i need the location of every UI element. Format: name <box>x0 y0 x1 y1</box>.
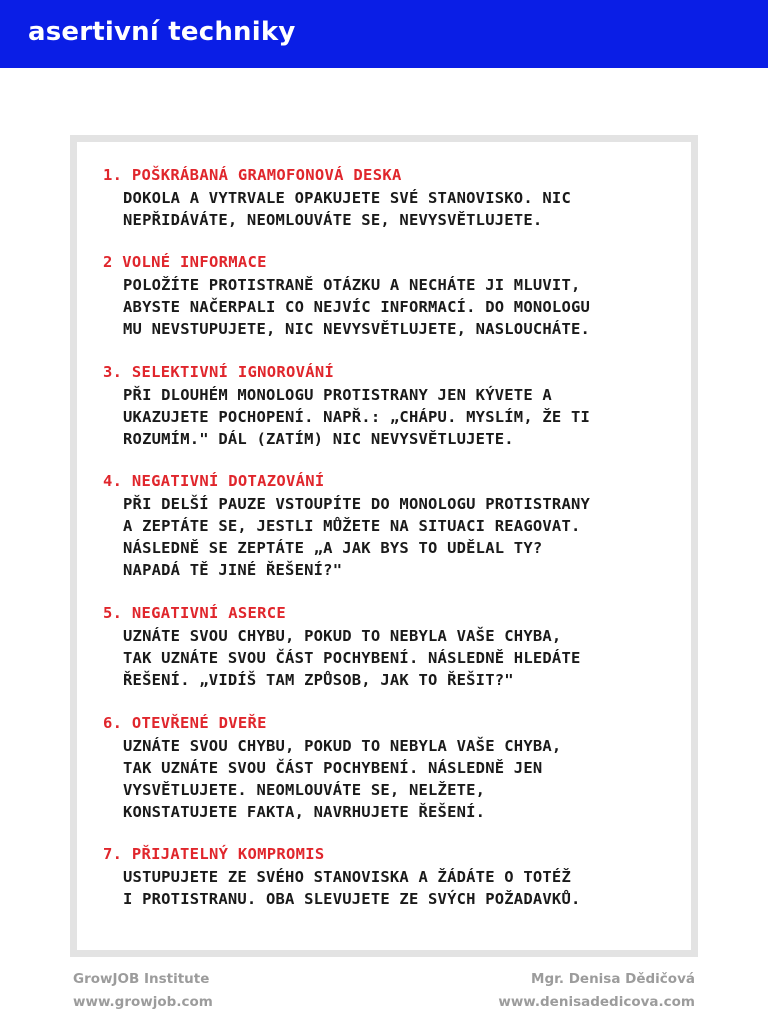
technique-title: 3. SELEKTIVNÍ IGNOROVÁNÍ <box>103 363 335 381</box>
technique-text-line: UZNÁTE SVOU CHYBU, POKUD TO NEBYLA VAŠE CHYBA, <box>123 737 562 755</box>
technique-text-line: KONSTATUJETE FAKTA, NAVRHUJETE ŘEŠENÍ. <box>123 803 486 821</box>
technique-item-4 <box>103 469 673 581</box>
technique-text-line: ABYSTE NAČERPALI CO NEJVÍC INFORMACÍ. DO MONOLOGU <box>123 298 591 316</box>
technique-text-line: A ZEPTÁTE SE, JESTLI MŮŽETE NA SITUACI REAGOVAT. <box>123 517 581 535</box>
technique-title: 4. NEGATIVNÍ DOTAZOVÁNÍ <box>103 472 325 490</box>
header-bar <box>0 0 768 68</box>
footer-author-name: Mgr. Denisa Dědičová <box>531 971 695 987</box>
technique-text-line: NEPŘIDÁVÁTE, NEOMLOUVÁTE SE, NEVYSVĚTLUJETE. <box>123 211 543 229</box>
technique-text-line: UZNÁTE SVOU CHYBU, POKUD TO NEBYLA VAŠE CHYBA, <box>123 627 562 645</box>
technique-item-5 <box>103 601 673 691</box>
technique-title: 5. NEGATIVNÍ ASERCE <box>103 604 287 622</box>
technique-text-line: MU NEVSTUPUJETE, NIC NEVYSVĚTLUJETE, NASLOUCHÁTE. <box>123 320 591 338</box>
technique-title: 1. POŠKRÁBANÁ GRAMOFONOVÁ DESKA <box>103 166 402 184</box>
technique-text-line: I PROTISTRANU. OBA SLEVUJETE ZE SVÝCH POŽADAVKŮ. <box>123 890 581 908</box>
technique-text-line: UKAZUJETE POCHOPENÍ. NAPŘ.: „CHÁPU. MYSLÍM, ŽE TI <box>123 408 591 426</box>
technique-item-3 <box>103 360 673 450</box>
technique-item-1 <box>103 163 673 231</box>
technique-text-line: POLOŽÍTE PROTISTRANĚ OTÁZKU A NECHÁTE JI MLUVIT, <box>123 276 581 294</box>
technique-text-line: TAK UZNÁTE SVOU ČÁST POCHYBENÍ. NÁSLEDNĚ JEN <box>123 759 543 777</box>
technique-text-line: ŘEŠENÍ. „VIDÍŠ TAM ZPŮSOB, JAK TO ŘEŠIT?" <box>123 671 514 689</box>
technique-item-6 <box>103 711 673 823</box>
technique-text-line: NAPADÁ TĚ JINÉ ŘEŠENÍ?" <box>123 561 343 579</box>
page-title: asertivní techniky <box>28 17 296 47</box>
technique-text-line: ROZUMÍM." DÁL (ZATÍM) NIC NEVYSVĚTLUJETE. <box>123 430 514 448</box>
footer-org-name: GrowJOB Institute <box>73 971 210 987</box>
footer-left <box>73 968 213 1014</box>
technique-text-line: NÁSLEDNĚ SE ZEPTÁTE „A JAK BYS TO UDĚLAL TY? <box>123 539 543 557</box>
technique-text-line: PŘI DELŠÍ PAUZE VSTOUPÍTE DO MONOLOGU PROTISTRANY <box>123 495 591 513</box>
footer-author-url[interactable]: www.denisadedicova.com <box>498 994 695 1010</box>
technique-title: 7. PŘIJATELNÝ KOMPROMIS <box>103 845 325 863</box>
technique-title: 6. OTEVŘENÉ DVEŘE <box>103 714 267 732</box>
technique-text-line: DOKOLA A VYTRVALE OPAKUJETE SVÉ STANOVISKO. NIC <box>123 189 571 207</box>
technique-text-line: VYSVĚTLUJETE. NEOMLOUVÁTE SE, NELŽETE, <box>123 781 486 799</box>
technique-item-2 <box>103 250 673 340</box>
technique-item-7 <box>103 842 673 910</box>
technique-text-line: TAK UZNÁTE SVOU ČÁST POCHYBENÍ. NÁSLEDNĚ HLEDÁTE <box>123 649 581 667</box>
technique-text-line: USTUPUJETE ZE SVÉHO STANOVISKA A ŽÁDÁTE O TOTÉŽ <box>123 868 571 886</box>
technique-title: 2 VOLNÉ INFORMACE <box>103 253 267 271</box>
techniques-card <box>70 135 698 957</box>
footer-org-url[interactable]: www.growjob.com <box>73 994 213 1010</box>
footer-right <box>498 968 695 1014</box>
technique-text-line: PŘI DLOUHÉM MONOLOGU PROTISTRANY JEN KÝVETE A <box>123 386 552 404</box>
